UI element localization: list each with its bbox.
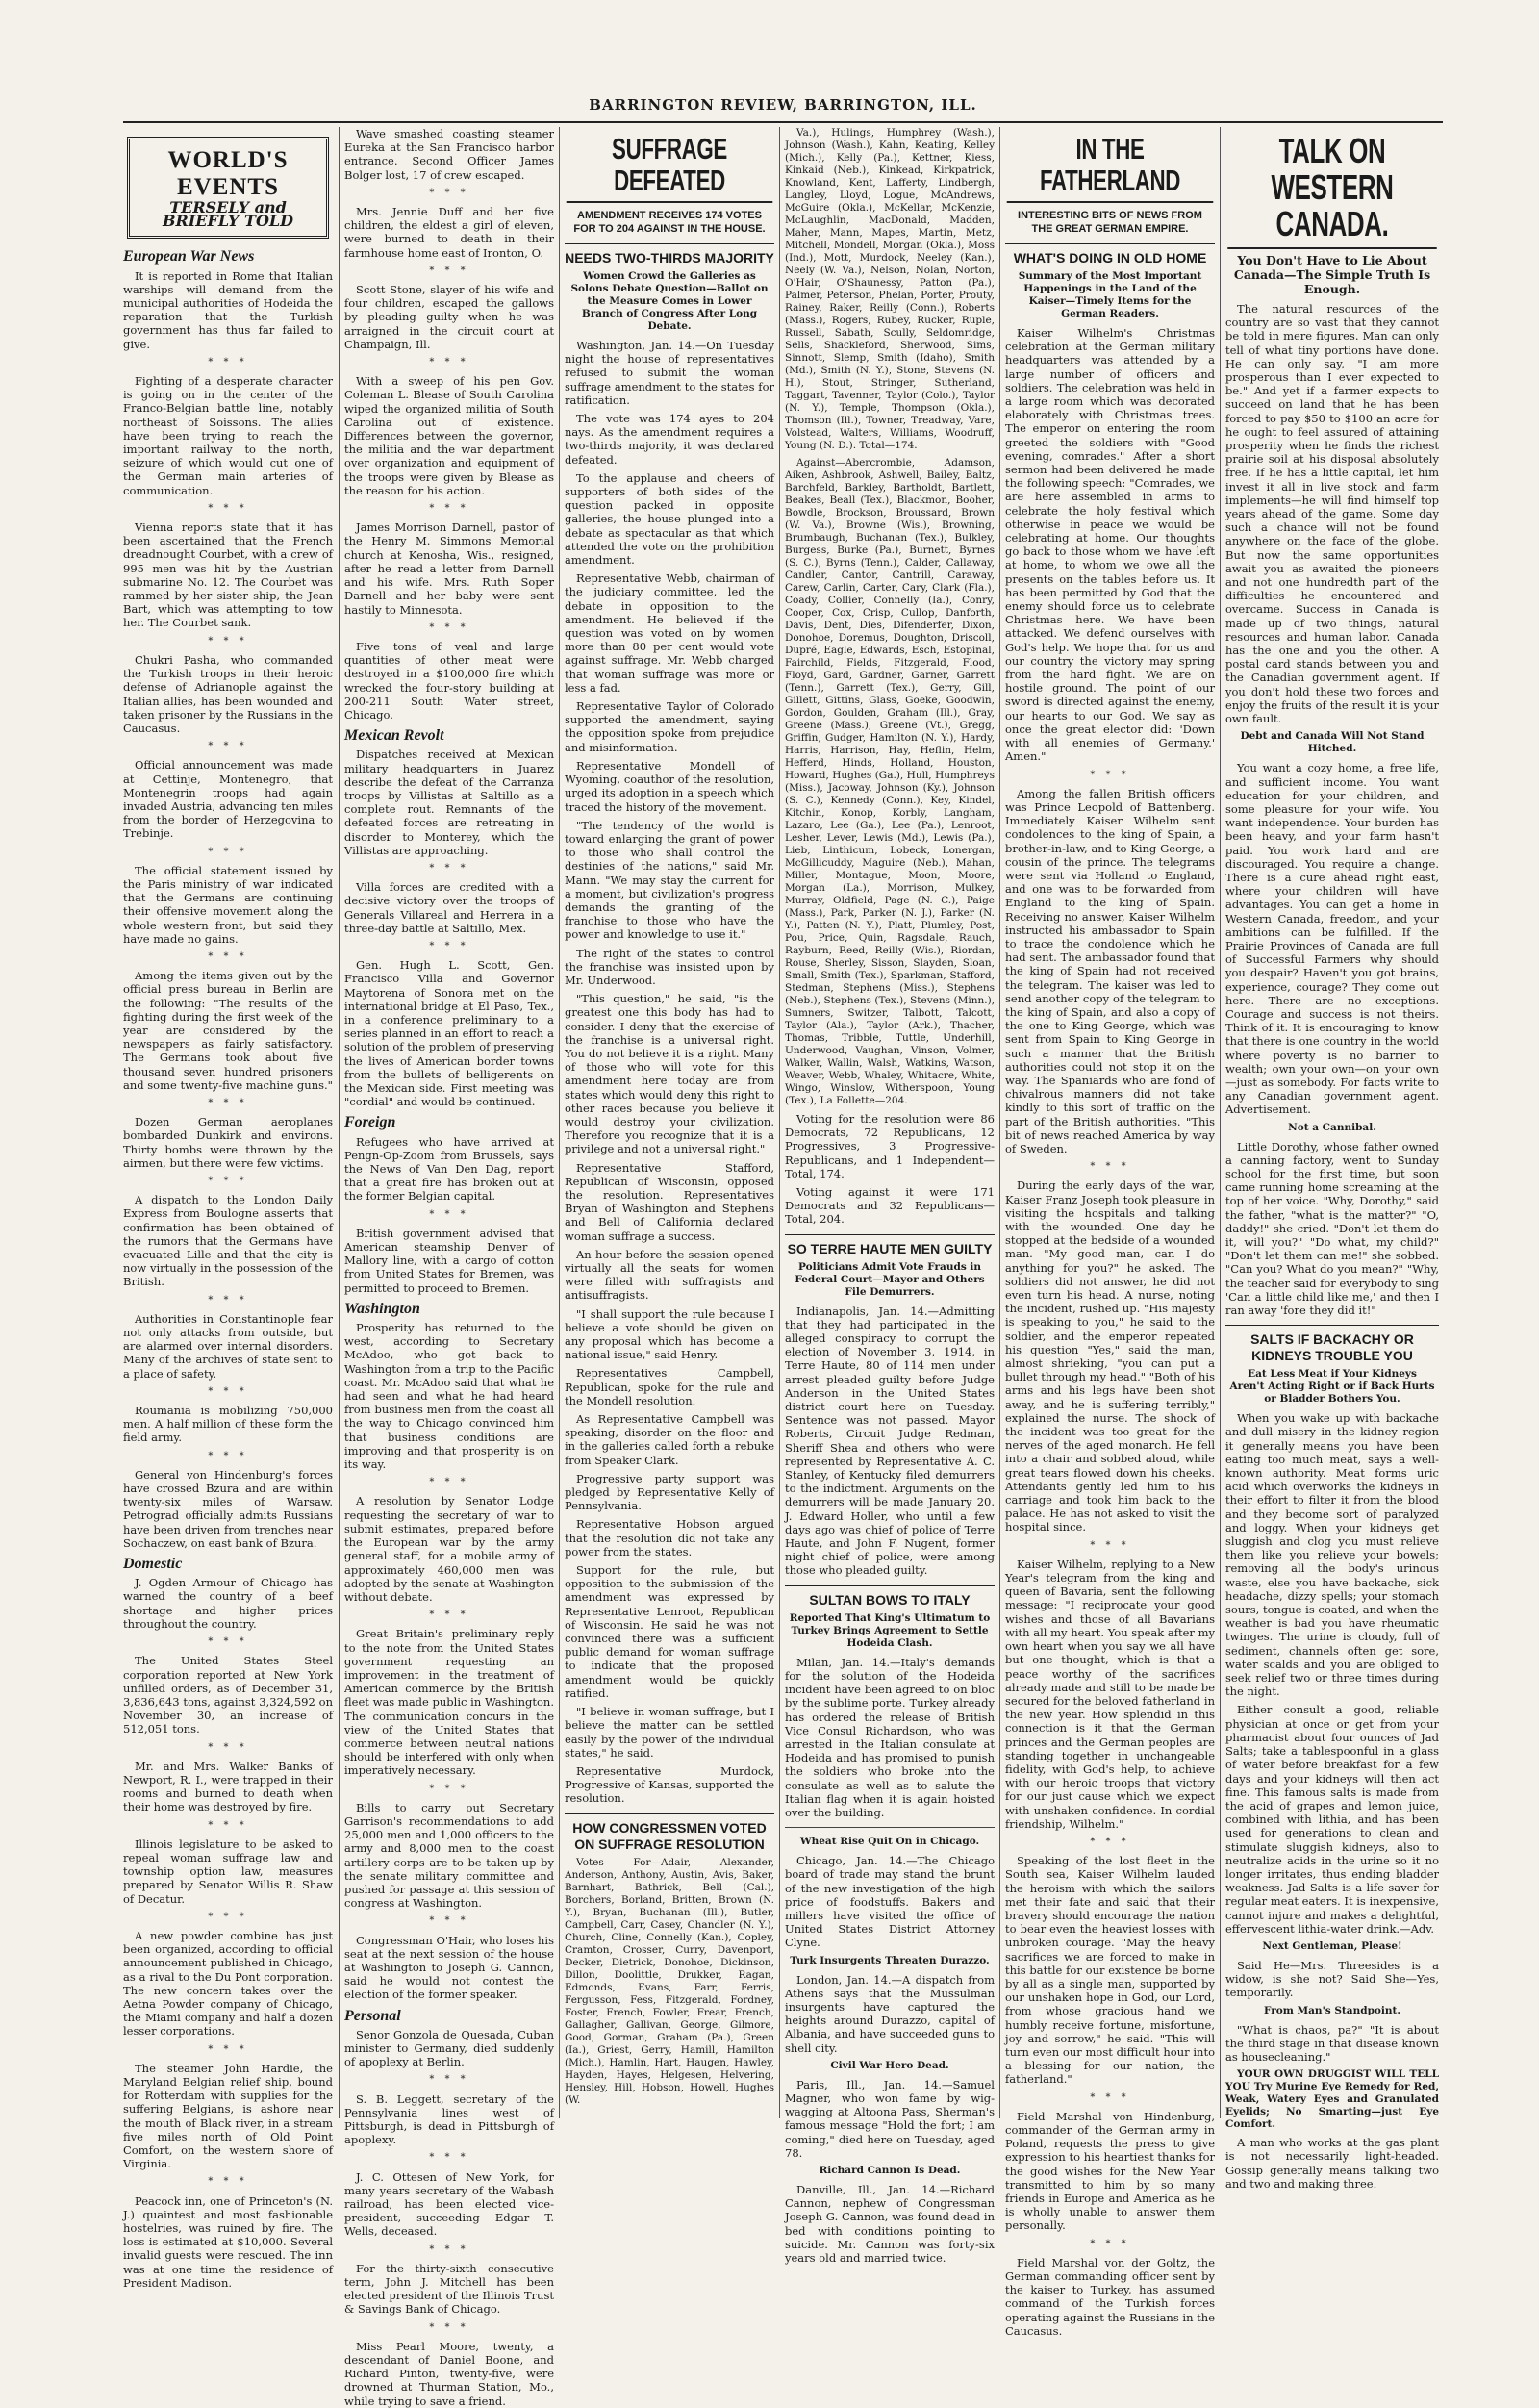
news-item: Senor Gonzola de Quesada, Cuban minister to Germany, died suddenly of apoplexy at Berlin. — [344, 2027, 554, 2069]
news-item: Chukri Pasha, who commanded the Turkish troops in their heroic defense of Adrianople against the Italian allies, has been wounded and taken prisoner by the Russians in the Caucasus. — [123, 652, 333, 735]
section-heading: Domestic — [123, 1556, 183, 1573]
article-paragraph: Representative Mondell of Wyoming, coauthor of the resolution, urged its adoption in a speech which traced the history of the movement. — [565, 758, 774, 814]
news-item: Bills to carry out Secretary Garrison's recommendations to add 25,000 men and 1,000 officers to the army and 8,000 men to the coast artillery corps are to be taken up by the senate military committee and pushed for passage at this session of congress at Washington. — [344, 1800, 554, 1911]
worlds-events-title-box — [127, 137, 329, 239]
news-item: Great Britain's preliminary reply to the note from the United States government requesting an improvement in the treatment of American commerce by the British fleet was made public in Washington. The communication concurs in the view of the United States that commerce between neutral nations should be interfered with only when imperatively necessary. — [344, 1627, 554, 1778]
article-paragraph: "I shall support the rule because I believe a vote should be given on any proposal which has become a national issue," said Henry. — [565, 1306, 774, 1362]
article-paragraph: An hour before the session opened virtually all the seats for women were filled with suffragists and antisuffragists. — [565, 1247, 774, 1303]
headline: SUFFRAGE DEFEATED — [567, 133, 773, 203]
sub-headline: SALTS IF BACKACHY OR KIDNEYS TROUBLE YOU — [1225, 1325, 1439, 1364]
sub-headline: HOW CONGRESSMEN VOTED ON SUFFRAGE RESOLUTION — [565, 1813, 774, 1853]
article-paragraph: The vote was 174 ayes to 204 nays. As the amendment requires a two-thirds majority, it was declared defeated. — [565, 412, 774, 467]
article-paragraph: Support for the rule, but opposition to the submission of the amendment was expressed by Representative Lenroot, Republican of Wisconsin. He said he was not convinced there was a sufficient public demand for woman suffrage to indicate that the proposed amendment would be quickly ratified. — [565, 1563, 774, 1700]
headline-deck: INTERESTING BITS OF NEWS FROM THE GREAT GERMAN EMPIRE. — [1018, 210, 1202, 235]
brief-item: London, Jan. 14.—A dispatch from Athens says that the Mussulman insurgents have captured the heights around Durazzo, capital of Albania, and have succeeded guns to shell city. — [785, 1972, 995, 2055]
article-paragraph: When you wake up with backache and dull misery in the kidney region it generally means you have been eating too much meat, says a well-known authority. Meat forms uric acid which overworks the kidneys in their effort to filter it from the blood and they become sort of paralyzed and loggy. When your kidneys get sluggish and clog you must relieve them like you relieve your bowels; removing all the body's urinous waste, else you have backache, sick headache, dizzy spells; your stomach sours, tongue is coated, and when the weather is bad you have rheumatic twinges. The urine is cloudy, full of sediment, channels often get sore, water scalds and you are obliged to seek relief two or three times during the night. — [1225, 1411, 1439, 1699]
news-item: Among the items given out by the official press bureau in Berlin are the following: "The results of the fighting during the first week of the year are considered by the newspapers as fairly satisfactory. The Germans took about five thousand seven hundred prisoners and some twenty-five machine guns." — [123, 969, 333, 1092]
article-paragraph: To the applause and cheers of supporters of both sides of the question packed in opposite galleries, the house plunged into a debate as spectacular as that which attended the vote on the prohibition amendment. — [565, 470, 774, 568]
article-paragraph: The right of the states to control the franchise was insisted upon by Mr. Underwood. — [565, 946, 774, 987]
brief-heading: Debt and Canada Will Not Stand Hitched. — [1240, 730, 1425, 755]
news-item: S. B. Leggett, secretary of the Pennsylvania lines west of Pittsburgh, is dead in Pittsburgh of apoplexy. — [344, 2091, 554, 2147]
news-item: Prosperity has returned to the west, according to Secretary McAdoo, who got back to Washington from a trip to the Pacific coast. Mr. McAdoo said that what he had seen and what he had heard from business men from the coast all the way to Chicago convinced him that business conditions are improving and that prosperity is on its way. — [344, 1321, 554, 1472]
article-paragraph: The natural resources of the country are so vast that they cannot be told in mere figures. Man can only tell of what tiny portions have done. He can only say, "I am more prosperous than I ever expected to be." And yet if a farmer expects to succeed on land that he has been forced to pay $50 to $100 an acre for he ought to feel assured of attaining prosperity when he finds the richest prairie soil at his disposal absolutely free. If he has a little capital, let him invest it all in live stock and farm implements—he will find himself top years ahead of the game. Some day such a chance will not be found anywhere on the face of the globe. But now the same opportunities await you as awaited the pioneers and not one hundredth part of the difficulties he encountered and overcame. Success in Canada is made up of two things, natural resources and human labor. Canada has the one and you the other. A postal card stands between you and the Canadian government agent. If you don't hold these two forces and enjoy the fruits of the result it is your own fault. — [1225, 302, 1439, 726]
section-heading: Mexican Revolt — [344, 727, 444, 745]
news-item: Gen. Hugh L. Scott, Gen. Francisco Villa and Governor Maytorena of Sonora met on the international bridge at El Paso, Tex., in a conference preliminary to a series planned in an effort to reach a solution of the problem of preserving the lives of American border towns from the bullets of belligerents on the Mexican side. First meeting was "cordial" and would be continued. — [344, 958, 554, 1109]
sub-deck: Reported That King's Ultimatum to Turkey Brings Agreement to Settle Hodeida Clash. — [789, 1611, 991, 1649]
column-1: WORLD'S EVENTS TERSELY and BRIEFLY TOLD European War News It is reported in Rome that Italian warships will demand from the municipal authorities of Hodeida the reparation that the Turkish government has thus far failed to give. * * * Fighting of a desperate character is going on in the center of the Franco-Belgian battle line, notably northeast of Soissons. The allies have been trying to reach the important railway to the north, seizure of which would cut one of the German main arteries of communication. * * * Vienna reports state that it has been ascertained that the French dreadnought Courbet, with a crew of 995 men was hit by the Austrian submarine No. 12. The Courbet was rammed by her sister ship, the Jean Bart, which was attempting to tow her. The Courbet sank. * * * Chukri Pasha, who commanded the Turkish troops in their heroic defense of Adrianople against the Italian allies, has been wounded and taken prisoner by the Russians in the Caucasus. * * * Official announcement was made at Cettinje, Montenegro, that Montenegrin troops had again invaded Austria, advancing ten miles from the border of Herzegovina to Trebinje. * * * The official statement issued by the Paris ministry of war indicated that the Germans are continuing their offensive movement along the whole western front, but said they have made no gains. * * * Among the items given out by the official press bureau in Berlin are the following: "The results of the fighting during the first week of the year are considered by the newspapers as fairly satisfactory. The Germans took about five thousand seven hundred prisoners and some twenty-five machine guns." * * * Dozen German aeroplanes bombarded Dunkirk and environs. Thirty bombs were thrown by the airmen, but there were few victims. * * * A dispatch to the London Daily Express from Boulogne asserts that confirmation has been obtained of the rumors that the Germans have evacuated Lille and that the city is now virtually in the possession of the British. * * * Authorities in Constantinople fear not only attacks from outside, but are alarmed over internal disorders. Many of the archives of state sent to a place of safety. * * * Roumania is mobilizing 750,000 men. A half million of these form the field army. * * * General von Hindenburg's forces have crossed Bzura and are within twenty-six miles of Warsaw. Petrograd officially admits Russians have been driven from trenches near Sochaczew, on east bank of Bzura. Domestic J. Ogden Armour of Chicago has warned the country of a beef shortage and higher prices throughout the country. * * * The United States Steel corporation reported at New York unfilled orders, as of December 31, 3,836,643 tons, against 3,324,592 on November 30, an increase of 512,051 tons. * * * Mr. and Mrs. Walker Banks of Newport, R. I., were trapped in their rooms and burned to death when their home was destroyed by fire. * * * Illinois legislature to be asked to repeal woman suffrage law and township option law, measures prepared by Senator Willis R. Shaw of Decatur. * * * A new powder combine has just been organized, according to official announcement published in Chicago, as a rival to the Du Pont corporation. The new concern takes over the Aetna Powder company of Chicago, the Miami company and half a dozen lesser corporations. * * * The steamer John Hardie, the Maryland Belgian relief ship, bound for Rotterdam with supplies for the suffering Belgians, is ashore near the mouth of Black river, in a stream five miles north of Old Point Comfort, on the western shore of Virginia. * * * Peacock inn, one of Princeton's (N. J.) quaintest and most fashionable hostelries, was ruined by fire. The loss is estimated at $10,000. Several invalid guests were rescued. The inn was at one time the residence of President Madison. — [123, 127, 333, 2118]
column-separator — [1220, 127, 1221, 2118]
news-item: J. C. Ottesen of New York, for many years secretary of the Wabash railroad, has been elected vice-president, succeeding Edgar T. Wells, deceased. — [344, 2169, 554, 2239]
advertisement: YOUR OWN DRUGGIST WILL TELL YOU Try Murine Eye Remedy for Red, Weak, Watery Eyes and Granulated Eyelids; No Smarting—just Eye Comfort. — [1225, 2068, 1439, 2131]
news-item: Roumania is mobilizing 750,000 men. A half million of these form the field army. — [123, 1404, 333, 1445]
brief-item: Chicago, Jan. 14.—The Chicago board of trade may stand the brunt of the new investigation of the high price of foodstuffs. Bakers and millers have visited the office of United States District Attorney Clyne. — [785, 1854, 995, 1950]
column-separator — [559, 127, 560, 2118]
news-item: A new powder combine has just been organized, according to official announcement published in Chicago, as a rival to the Du Pont corporation. The new concern takes over the Aetna Powder company of Chicago, the Miami company and half a dozen lesser corporations. — [123, 1928, 333, 2039]
article-paragraph: Va.), Hulings, Humphrey (Wash.), Johnson (Wash.), Kahn, Keating, Kelley (Mich.), Kelly (Pa.), Kettner, Kiess, Kinkaid (Neb.), Kinkead, Kirkpatrick, Knowland, Kent, Lafferty, Lindbergh, Langley, Lloyd, Logue, McAndrews, McGuire (Okla.), McKellar, McKenzie, McLaughlin, MacDonald, Madden, Maher, Mann, Mapes, Martin, Metz, Mitchell, Mondell, Morgan (Okla.), Moss (Ind.), Mott, Murdock, Neeley (Kan.), Neely (W. Va.), Nelson, Nolan, Norton, O'Hair, O'Shaunessy, Patton (Pa.), Palmer, Peterson, Phelan, Porter, Prouty, Rainey, Raker, Reilly (Conn.), Roberts (Mass.), Rogers, Rubey, Rucker, Ruple, Russell, Sabath, Scully, Seldomridge, Sells, Shackleford, Sherwood, Sims, Sinnott, Slemp, Smith (Idaho), Smith (Md.), Smith (N. Y.), Stone, Stevens (N. H.), Stout, Stringer, Sutherland, Taggart, Tavenner, Taylor (Colo.), Taylor (N. Y.), Temple, Thompson (Okla.), Thomson (Ill.), Towner, Treadway, Vare, Volstead, Walters, Williams, Woodruff, Young (N. D.). Total—174. — [785, 127, 995, 451]
article-paragraph: Speaking of the lost fleet in the South sea, Kaiser Wilhelm lauded the heroism with which the sailors met their fate and said that their bravery should encourage the nation to bear even the heaviest losses with unbroken courage. "May the heavy sacrifices we are forced to make in this battle for our existence be borne by all as a single man, supported by our unshaken hope in God, our Lord, from whose gracious hand we humbly receive fortune, misfortune, joy and sorrow," he said. "This will turn even our most difficult hour into a blessing for our nation, the fatherland." — [1005, 1854, 1215, 2087]
article-paragraph: Representative Murdock, Progressive of Kansas, supported the resolution. — [565, 1763, 774, 1806]
article-paragraph: As Representative Campbell was speaking, disorder on the floor and in the galleries called forth a rebuke from Speaker Clark. — [565, 1412, 774, 1467]
article-paragraph: Milan, Jan. 14.—Italy's demands for the solution of the Hodeida incident have been agreed to on bloc by the sublime porte. Turkey already has ordered the release of British Vice Consul Richardson, who was arrested in the Italian consulate at Hodeida and has promised to punish the soldiers who broke into the consulate as well as to salute the Italian flag when it is again hoisted over the building. — [785, 1655, 995, 1819]
box-line: TERSELY and — [169, 198, 287, 216]
article-paragraph: Among the fallen British officers was Prince Leopold of Battenberg. Immediately Kaiser Wilhelm sent condolences to the king of Spain, a brother-in-law, and to King George, a cousin of the prince. The telegrams were sent via Holland to England, and one was to be forwarded from England to the king of Spain. Receiving no answer, Kaiser Wilhelm instructed his ambassador to Spain to trace the condolence which he had sent. The ambassador found that the king of Spain had not received the telegram. The kaiser was led to send another copy of the telegram to the king of Spain, and also a copy of the one to King George, which was sent from Spain to King George in such a manner that the British authorities could not stop it on the way. The Spaniards who are fond of chivalrous manners did not take kindly to this sort of traffic on the part of the British authorities. "This bit of news reached America by way of Sweden. — [1005, 786, 1215, 1155]
sub-deck: Politicians Admit Vote Frauds in Federal Court—Mayor and Others File Demurrers. — [795, 1260, 985, 1298]
headline-deck: AMENDMENT RECEIVES 174 VOTES FOR TO 204 AGAINST IN THE HOUSE. — [573, 210, 766, 235]
news-item: Five tons of veal and large quantities of other meat were destroyed in a $100,000 fire which wrecked the four-story building at 200-211 South Water street, Chicago. — [344, 639, 554, 722]
column-6 — [1225, 127, 1439, 2191]
brief-item: Said He—Mrs. Threesides is a widow, is she not? Said She—Yes, temporarily. — [1225, 1958, 1439, 2000]
news-item: Authorities in Constantinople fear not only attacks from outside, but are alarmed over internal disorders. Many of the archives of state sent to a place of safety. — [123, 1311, 333, 1381]
brief-heading: Wheat Rise Quit On in Chicago. — [799, 1836, 980, 1848]
headline: IN THE FATHERLAND — [1007, 133, 1214, 203]
column-4 — [785, 127, 995, 2265]
news-item: Scott Stone, slayer of his wife and four children, escaped the gallows by pleading guilty when he was arraigned in the circuit court at Champaign, Ill. — [344, 283, 554, 351]
news-item: Peacock inn, one of Princeton's (N. J.) quaintest and most fashionable hostelries, was ruined by fire. The loss is estimated at $10,000. Several invalid guests were rescued. The inn was at one time the residence of President Madison. — [123, 2193, 333, 2290]
news-item: Congressman O'Hair, who loses his seat at the next session of the house at Washington to Joseph G. Cannon, said he would not contest the election of the former speaker. — [344, 1933, 554, 2002]
section-heading: Personal — [344, 2007, 401, 2024]
news-item: A dispatch to the London Daily Express from Boulogne asserts that confirmation has been obtained of the rumors that the Germans have evacuated Lille and that the city is now virtually in the possession of the British. — [123, 1193, 333, 1289]
box-line: EVENTS — [176, 174, 280, 200]
brief-heading: Richard Cannon Is Dead. — [819, 2164, 961, 2176]
news-item: Fighting of a desperate character is going on in the center of the Franco-Belgian battle line, notably northeast of Soissons. The allies have been trying to reach the important railway to the north, seizure of which would cut one of the German main arteries of communication. — [123, 374, 333, 497]
article-paragraph: During the early days of the war, Kaiser Franz Joseph took pleasure in visiting the hospitals and talking with the wounded. One day he stopped at the bedside of a wounded man. "My good man, can I do anything for you?" he asked. The soldiers did not answer, he did not even turn his head. A nurse, noting the incident, rushed up. "His majesty is speaking to you," he said to the soldier, and the emperor repeated his question "Yes," said the man, almost shrieking, "you can put a bullet through my head." "Both of his arms and his legs have been shot away, and he is suffering terribly," explained the nurse. The shock of the incident was too great for the nerves of the aged monarch. He fell into a chair and sobbed aloud, while great tears flowed down his cheeks. Attendants gently led him to his carriage and took him back to the palace. He has not asked to visit the hospital since. — [1005, 1179, 1215, 1534]
brief-heading: Not a Cannibal. — [1288, 1121, 1376, 1133]
article-paragraph: "I believe in woman suffrage, but I believe the matter can be settled easily by the power of the individual states," he said. — [565, 1705, 774, 1760]
brief-item: "What is chaos, pa?" "It is about the third stage in that disease known as housecleaning." — [1225, 2022, 1439, 2064]
news-item: Mrs. Jennie Duff and her five children, the eldest a girl of eleven, were burned to death in their farmhouse home east of Ironton, O. — [344, 205, 554, 260]
news-item: Illinois legislature to be asked to repeal woman suffrage law and township option law, measures prepared by Senator Willis R. Shaw of Decatur. — [123, 1837, 333, 1906]
news-item: The official statement issued by the Paris ministry of war indicated that the Germans are continuing their offensive movement along the whole western front, but said they have made no gains. — [123, 863, 333, 946]
news-item: J. Ogden Armour of Chicago has warned the country of a beef shortage and higher prices throughout the country. — [123, 1576, 333, 1631]
brief-heading: Turk Insurgents Threaten Durazzo. — [790, 1954, 990, 1966]
brief-item: Danville, Ill., Jan. 14.—Richard Cannon, nephew of Congressman Joseph G. Cannon, was found dead in bed with conditions pointing to suicide. Mr. Cannon was forty-six years old and married twice. — [785, 2182, 995, 2265]
news-item: It is reported in Rome that Italian warships will demand from the municipal authorities of Hodeida the reparation that the Turkish government has thus far failed to give. — [123, 268, 333, 351]
newspaper-page — [123, 83, 1443, 2408]
article-paragraph: You want a cozy home, a free life, and sufficient income. You want education for your children, and some pleasure for your wife. You want independence. Your burden has been heavy, and your farm hasn't paid. You work hard and are discouraged. You require a change. There is a cure ahead right east, where your children will have advantages. You can get a home in Western Canada, freedom, and your ambitions can be fulfilled. If the Prairie Provinces of Canada are full of Successful Farmers why should you despair? Haven't you got brains, experience, courage? They come out here. There are no exceptions. Courage and success is not theirs. Think of it. It is encouraging to know that there is one country in the world where poverty is no barrier to wealth; own your own—on your own—just as somebody. For facts write to any Canadian government agent. Advertisement. — [1225, 761, 1439, 1117]
article-paragraph: Field Marshal von Hindenburg, commander of the German army in Poland, requests the press to give expression to his heartiest thanks for the good wishes for the New Year transmitted to him by so many friends in Europe and America as he is wholly unable to answer them personally. — [1005, 2109, 1215, 2233]
article-paragraph: Representatives Campbell, Republican, spoke for the rule and the Mondell resolution. — [565, 1366, 774, 1407]
sub-deck: Women Crowd the Galleries as Solons Debate Question—Ballot on the Measure Comes in Lower Branch of Congress After Long Debate. — [570, 270, 769, 332]
article-paragraph: Progressive party support was pledged by Representative Kelly of Pennsylvania. — [565, 1471, 774, 1513]
column-2: Wave smashed coasting steamer Eureka at the San Francisco harbor entrance. Second Officer James Bolger lost, 17 of crew escaped. * * * Mrs. Jennie Duff and her five children, the eldest a girl of eleven, were burned to death in their farmhouse home east of Ironton, O. * * * Scott Stone, slayer of his wife and four children, escaped the gallows by pleading guilty when he was arraigned in the circuit court at Champaign, Ill. * * * With a sweep of his pen Gov. Coleman L. Blease of South Carolina wiped the organized militia of South Carolina out of existence. Differences between the governor, the militia and the war department over organization and equipment of the troops were given by Blease as the reason for his action. * * * James Morrison Darnell, pastor of the Henry M. Simmons Memorial church at Kenosha, Wis., resigned, after he read a letter from Darnell and his wife. Mrs. Ruth Soper Darnell and her baby were sent hastily to Minnesota. * * * Five tons of veal and large quantities of other meat were destroyed in a $100,000 fire which wrecked the four-story building at 200-211 South Water street, Chicago. Mexican Revolt Dispatches received at Mexican military headquarters in Juarez describe the defeat of the Carranza troops by Villistas at Saltillo as a complete rout. Remnants of the defeated forces are retreating in disorder to Monterey, which the Villistas are approaching. * * * Villa forces are credited with a decisive victory over the troops of Generals Villareal and Herrera in a three-day battle at Saltillo, Mex. * * * Gen. Hugh L. Scott, Gen. Francisco Villa and Governor Maytorena of Sonora met on the international bridge at El Paso, Tex., in a conference preliminary to a series planned in an effort to reach a solution of the problem of preserving the lives of American border towns from the bullets of belligerents on the Mexican side. First meeting was "cordial" and would be continued. Foreign Refugees who have arrived at Pengn-Op-Zoom from Brussels, says the News of Van Den Dag, report that a great fire has broken out at the former Belgian capital. * * * British government advised that American steamship Denver of Mallory line, with a cargo of cotton from United States for Bremen, was permitted to proceed to Bremen. Washington Prosperity has returned to the west, according to Secretary McAdoo, who got back to Washington from a trip to the Pacific coast. Mr. McAdoo said that what he had seen and what he had heard from business men from the coast all the way to Chicago convinced him that business conditions are improving and that prosperity is on its way. * * * A resolution by Senator Lodge requesting the secretary of war to submit estimates, prepared before the European war by the army general staff, for a mobile army of approximately 460,000 men was adopted by the senate at Washington without debate. * * * Great Britain's preliminary reply to the note from the United States government requesting an improvement in the treatment of American commerce by the British fleet was made public in Washington. The communication concurs in the view of the United States that commerce between neutral nations should be interfered with only when imperatively necessary. * * * Bills to carry out Secretary Garrison's recommendations to add 25,000 men and 1,000 officers to the army and 8,000 men to the coast artillery corps are to be taken up by the senate military committee and pushed for passage at this session of congress at Washington. * * * Congressman O'Hair, who loses his seat at the next session of the house at Washington to Joseph G. Cannon, said he would not contest the election of the former speaker. Personal Senor Gonzola de Quesada, Cuban minister to Germany, died suddenly of apoplexy at Berlin. * * * S. B. Leggett, secretary of the Pennsylvania lines west of Pittsburgh, is dead in Pittsburgh of apoplexy. * * * J. C. Ottesen of New York, for many years secretary of the Wabash railroad, has been elected vice-president, succeeding Edgar T. Wells, deceased. * * * For the thirty-sixth consecutive term, John J. Mitchell has been elected president of the Illinois Trust & Savings Bank of Chicago. * * * Miss Pearl Moore, twenty, a descendant of Daniel Boone, and Richard Pinton, twenty-five, were drowned at Thurman Station, Mo., while trying to save a friend. — [344, 127, 554, 2408]
sub-headline: NEEDS TWO-THIRDS MAJORITY — [565, 243, 774, 266]
news-item: Refugees who have arrived at Pengn-Op-Zoom from Brussels, says the News of Van Den Dag, report that a great fire has broken out at the former Belgian capital. — [344, 1134, 554, 1204]
section-heading: Washington — [344, 1300, 420, 1317]
news-item: With a sweep of his pen Gov. Coleman L. Blease of South Carolina wiped the organized militia of South Carolina out of existence. Differences between the governor, the militia and the war department over organization and equipment of the troops were given by Blease as the reason for his action. — [344, 374, 554, 497]
masthead-rule — [123, 121, 1443, 123]
article-paragraph: Indianapolis, Jan. 14.—Admitting that they had participated in the alleged conspiracy to corrupt the election of November 3, 1914, in Terre Haute, 80 of 114 men under arrest pleaded guilty before Judge Anderson in the United States district court here on Tuesday. Sentence was not passed. Mayor Roberts, Circuit Judge Redman, Sheriff Shea and others who were represented by Representative A. C. Stanley, of Kentucky filed demurrers to the indictment. Arguments on the demurrers will be made January 20. J. Edward Holler, who until a few days ago was chief of police of Terre Haute, and John F. Nugent, former night chief of police, were among those who pleaded guilty. — [785, 1304, 995, 1578]
news-item: Dozen German aeroplanes bombarded Dunkirk and environs. Thirty bombs were thrown by the airmen, but there were few victims. — [123, 1115, 333, 1170]
sub-headline: WHAT'S DOING IN OLD HOME — [1005, 243, 1215, 266]
article-paragraph: Voting against it were 171 Democrats and 32 Republicans—Total, 204. — [785, 1185, 995, 1227]
column-5: IN THE FATHERLAND INTERESTING BITS OF NEWS FROM THE GREAT GERMAN EMPIRE. WHAT'S DOING IN OLD HOME Summary of the Most Important Happenings in the Land of the Kaiser—Timely Items for the German Readers. Kaiser Wilhelm's Christmas celebration at the German military headquarters was attended by a large number of officers and soldiers. The celebration was held in a large room which was decorated elaborately with Christmas trees. The emperor on entering the room greeted the soldiers with "Good evening, comrades." After a short sermon had been delivered he made the following speech: "Comrades, we are here assembled in arms to celebrate the holy festival which otherwise in peace we would be celebrating at home. Our thoughts go back to those whom we have left at home, to whom we owe all the presents on the tables before us. It has been permitted by God that the enemy should force us to celebrate Christmas here. We have been attacked. We defend ourselves with God's help. We hope that for us and our country the victory may spring from the hard fight. We are on hostile ground. The point of our sword is directed against the enemy, our hearts to our God. We say as once the great elector did: 'Down with all enemies of Germany.' Amen." * * * Among the fallen British officers was Prince Leopold of Battenberg. Immediately Kaiser Wilhelm sent condolences to the king of Spain, a brother-in-law, and to King George, a cousin of the prince. The telegrams were sent via Holland to England, and one was to be forwarded from England to the king of Spain. Receiving no answer, Kaiser Wilhelm instructed his ambassador to Spain to trace the condolence which he had sent. The ambassador found that the king of Spain had not received the telegram. The kaiser was led to send another copy of the telegram to the king of Spain, and also a copy of the one to King George, which was sent from Spain to King George in such a manner that the British authorities could not stop it on the way. The Spaniards who are fond of chivalrous manners did not take kindly to this sort of traffic on the part of the British authorities. "This bit of news reached America by way of Sweden. * * * During the early days of the war, Kaiser Franz Joseph took pleasure in visiting the hospitals and talking with the wounded. One day he stopped at the bedside of a wounded man. "My good man, can I do anything for you?" he asked. The soldiers did not answer, he did not even turn his head. A nurse, noting the incident, rushed up. "His majesty is speaking to you," he said to the soldier, and the emperor repeated his question "Yes," said the man, almost shrieking, "you can put a bullet through my head." "Both of his arms and his legs have been shot away, and he is suffering terribly," explained the nurse. The shock of the incident was too great for the nerves of the aged monarch. He fell into a chair and sobbed aloud, while great tears flowed down his cheeks. Attendants gently led him to his carriage and took him back to the palace. He has not asked to visit the hospital since. * * * Kaiser Wilhelm, replying to a New Year's telegram from the king and queen of Bavaria, sent the following message: "I reciprocate your good wishes and those of all Bavarians with all my heart. You speak after my own heart when you say we all have but one thought, which is that a peace worthy of the sacrifices already made and still to be made be secured for the beloved fatherland in the new year. How splendid in this connection is it that the German princes and the German peoples are standing together in unchangeable fidelity, with God's help, to achieve with our heroic troops that victory for our just cause which we expect with unshaken confidence. In cordial friendship, Wilhelm." * * * Speaking of the lost fleet in the South sea, Kaiser Wilhelm lauded the heroism with which the sailors met their fate and said that their bravery should encourage the nation to bear even the heaviest losses with unbroken courage. "May the heavy sacrifices we are forced to make in this battle for our existence be borne by all as a single man, supported by our unshaken hope in God, our Lord, from whose gracious hand we humbly receive fortune, misfortune, joy and sorrow," he said. "This will turn even our most difficult hour into a blessing for our nation, the fatherland." * * * Field Marshal von Hindenburg, commander of the German army in Poland, requests the press to give expression to his heartiest thanks for the good wishes for the New Year transmitted to him by so many friends in Europe and America as he is wholly unable to answer them personally. * * * Field Marshal von der Goltz, the German commanding officer sent by the kaiser to Turkey, has assumed command of the Turkish forces operating against the Russians in the Caucasus. — [1005, 132, 1215, 2338]
news-item: Villa forces are credited with a decisive victory over the troops of Generals Villareal and Herrera in a three-day battle at Saltillo, Mex. — [344, 880, 554, 935]
article-paragraph: Against—Abercrombie, Adamson, Aiken, Ashbrook, Ashwell, Bailey, Baltz, Barchfeld, Barkley, Bartholdt, Bartlett, Beakes, Beall (Tex.), Blackmon, Booher, Bowdle, Brockson, Broussard, Brown (W. Va.), Browne (Wis.), Browning, Brumbaugh, Buchanan (Tex.), Bulkley, Burgess, Burke (Pa.), Burnett, Byrnes (S. C.), Byrns (Tenn.), Calder, Callaway, Candler, Cantor, Cantrill, Caraway, Carew, Carlin, Carter, Cary, Clark (Fla.), Coady, Collier, Connelly (Ia.), Conry, Cooper, Cox, Crisp, Cullop, Danforth, Davis, Dent, Dies, Difenderfer, Dixon, Donohoe, Doremus, Doughton, Driscoll, Dupré, Eagle, Edwards, Esch, Estopinal, Fairchild, Fields, Fitzgerald, Flood, Floyd, Gard, Gardner, Garner, Garrett (Tenn.), Garrett (Tex.), Gerry, Gill, Gillett, Gittins, Glass, Goeke, Goodwin, Gordon, Goulden, Graham (Ill.), Gray, Greene (Mass.), Greene (Vt.), Gregg, Griffin, Gudger, Hamilton (N. Y.), Hardy, Harris, Harrison, Hay, Heflin, Helm, Hefferd, Hinds, Holland, Houston, Howard, Hughes (Ga.), Hull, Humphreys (Miss.), Jacoway, Johnson (Ky.), Johnson (S. C.), Kennedy (Conn.), Key, Kindel, Kitchin, Konop, Korbly, Langham, Lazaro, Lee (Ga.), Lee (Pa.), Lenroot, Lesher, Lever, Lewis (Md.), Lewis (Pa.), Lieb, Linthicum, Lobeck, Lonergan, McGillicuddy, Maguire (Neb.), Mahan, Miller, Montague, Moon, Moore, Morgan (La.), Morrison, Mulkey, Murray, Oldfield, Page (N. C.), Paige (Mass.), Park, Parker (N. J.), Parker (N. Y.), Patten (N. Y.), Platt, Plumley, Post, Pou, Price, Quin, Ragsdale, Rauch, Rayburn, Reed, Reilly (Wis.), Riordan, Rouse, Sherley, Sisson, Slayden, Sloan, Small, Smith (Tex.), Sparkman, Stafford, Stedman, Stephens (Miss.), Stephens (Neb.), Stephens (Tex.), Stevens (Minn.), Sumners, Switzer, Talbott, Talcott, Taylor (Ala.), Taylor (Ark.), Thacher, Thomas, Tribble, Tuttle, Underhill, Underwood, Vaughan, Vinson, Volmer, Walker, Wallin, Walsh, Watkins, Watson, Weaver, Webb, Whaley, Whitacre, White, Wingo, Winslow, Witherspoon, Young (Tex.), La Follette—204. — [785, 457, 995, 1106]
news-item: The steamer John Hardie, the Maryland Belgian relief ship, bound for Rotterdam with supplies for the suffering Belgians, is ashore near the mouth of Black river, in a stream five miles north of Old Point Comfort, on the western shore of Virginia. — [123, 2061, 333, 2171]
news-item: General von Hindenburg's forces have crossed Bzura and are within twenty-six miles of Warsaw. Petrograd officially admits Russians have been driven from trenches near Sochaczew, on east bank of Bzura. — [123, 1467, 333, 1550]
sub-deck: Eat Less Meat if Your Kidneys Aren't Acting Right or if Back Hurts or Bladder Bothers You. — [1229, 1368, 1435, 1406]
article-paragraph: "The tendency of the world is toward enlarging the grant of power to those who shall control the destinies of the nations," said Mr. Mann. "We may stay the current for a moment, but civilization's progress demands the granting of the franchise to those who have the power and knowledge to use it." — [565, 818, 774, 942]
column-separator — [779, 127, 780, 2118]
news-item: James Morrison Darnell, pastor of the Henry M. Simmons Memorial church at Kenosha, Wis., resigned, after he read a letter from Darnell and his wife. Mrs. Ruth Soper Darnell and her baby were sent hastily to Minnesota. — [344, 520, 554, 617]
news-item: Vienna reports state that it has been ascertained that the French dreadnought Courbet, with a crew of 995 men was hit by the Austrian submarine No. 12. The Courbet was rammed by her sister ship, the Jean Bart, which was attempting to tow her. The Courbet sank. — [123, 520, 333, 630]
sub-headline: SULTAN BOWS TO ITALY — [785, 1585, 995, 1609]
article-paragraph: Representative Webb, chairman of the judiciary committee, led the debate in opposition to the amendment. He believed if the question was voted on by women more than 80 per cent would vote against suffrage. Mr. Webb charged that woman suffrage was more or less a fad. — [565, 571, 774, 695]
section-heading: European War News — [123, 248, 255, 266]
article-paragraph: Voting for the resolution were 86 Democrats, 72 Republicans, 12 Progressives, 3 Progressive-Republicans, and 1 Independent—Total, 174. — [785, 1112, 995, 1180]
column-separator — [999, 127, 1000, 2118]
box-line: BRIEFLY TOLD — [162, 212, 294, 231]
brief-item: Paris, Ill., Jan. 14.—Samuel Magner, who won fame by wig-wagging at Altoona Pass, Sherman's famous message "Hold the fort; I am coming," died here on Tuesday, aged 78. — [785, 2077, 995, 2160]
article-paragraph: "This question," he said, "is the greatest one this body has had to consider. I deny that the exercise of the franchise is a universal right. You do not believe it is a right. Many of those who will vote for this amendment here today are from states which would deny this right to other races because you believe it would destroy your civilization. Therefore you recognize that it is a privilege and not a universal right." — [565, 992, 774, 1156]
brief-heading: Civil War Hero Dead. — [830, 2059, 949, 2071]
article-paragraph: Little Dorothy, whose father owned a canning factory, went to Sunday school for the first time, but soon came running home screaming at the top of her voice. "Why, Dorothy," said the father, "what is the matter?" "O, daddy!" she cried. "Don't let them do it, will you?" "Do what, my child?" "Don't let them can me!" she sobbed. "Can you? What do you mean?" "Why, the teacher said for everybody to sing 'Can a little child like me,' and then I ran away 'fore they did it!" — [1225, 1139, 1439, 1318]
brief-item: A man who works at the gas plant is not necessarily light-headed. Gossip generally means talking two and two and making three. — [1225, 2136, 1439, 2191]
news-item: Dispatches received at Mexican military headquarters in Juarez describe the defeat of the Carranza troops by Villistas at Saltillo as a complete rout. Remnants of the defeated forces are retreating in disorder to Monterey, which the Villistas are approaching. — [344, 748, 554, 857]
sub-headline: SO TERRE HAUTE MEN GUILTY — [785, 1234, 995, 1257]
article-paragraph: Representative Taylor of Colorado supported the amendment, saying the opposition spoke from prejudice and misinformation. — [565, 699, 774, 754]
news-item: For the thirty-sixth consecutive term, John J. Mitchell has been elected president of the Illinois Trust & Savings Bank of Chicago. — [344, 2261, 554, 2317]
news-item: The United States Steel corporation reported at New York unfilled orders, as of December 31, 3,836,643 tons, against 3,324,592 on November 30, an increase of 512,051 tons. — [123, 1654, 333, 1736]
sub-deck: Summary of the Most Important Happenings in the Land of the Kaiser—Timely Items for the German Readers. — [1018, 270, 1202, 319]
article-paragraph: Either consult a good, reliable physician at once or get from your pharmacist about four ounces of Jad Salts; take a tablespoonful in a glass of water before breakfast for a few days and your kidneys will then act fine. This famous salts is made from the acid of grapes and lemon juice, combined with lithia, and has been used for generations to clean and stimulate sluggish kidneys, also to neutralize acids in the urine so it no longer irritates, thus ending bladder weakness. Jad Salts is a life saver for regular meat eaters. It is inexpensive, cannot injure and makes a delightful, effervescent lithia-water drink.—Adv. — [1225, 1703, 1439, 1936]
news-item: A resolution by Senator Lodge requesting the secretary of war to submit estimates, prepared before the European war by the army general staff, for a mobile army of approximately 460,000 men was adopted by the senate at Washington without debate. — [344, 1494, 554, 1604]
article-paragraph: Field Marshal von der Goltz, the German commanding officer sent by the kaiser to Turkey, has assumed command of the Turkish forces operating against the Russians in the Caucasus. — [1005, 2255, 1215, 2338]
brief-heading: Next Gentleman, Please! — [1262, 1939, 1402, 1952]
article-paragraph: Kaiser Wilhelm's Christmas celebration at the German military headquarters was attended by a large number of officers and soldiers. The celebration was held in a large room which was decorated elaborately with Christmas trees. The emperor on entering the room greeted the soldiers with "Good evening, comrades." After a short sermon had been delivered he made the following speech: "Comrades, we are here assembled in arms to celebrate the holy festival which otherwise in peace we would be celebrating at home. Our thoughts go back to those whom we have left at home, to whom we owe all the presents on the tables before us. It has been permitted by God that the enemy should force us to celebrate Christmas here. We have been attacked. We defend ourselves with God's help. We hope that for us and our country the victory may spring from the hard fight. We are on hostile ground. The point of our sword is directed against the enemy, our hearts to our God. We say as once the great elector did: 'Down with all enemies of Germany.' Amen." — [1005, 326, 1215, 764]
article-paragraph: Kaiser Wilhelm, replying to a New Year's telegram from the king and queen of Bavaria, sent the following message: "I reciprocate your good wishes and those of all Bavarians with all my heart. You speak after my own heart when you say we all have but one thought, which is that a peace worthy of the sacrifices already made and still to be made be secured for the beloved fatherland in the new year. How splendid in this connection is it that the German princes and the German peoples are standing together in unchangeable fidelity, with God's help, to achieve with our heroic troops that victory for our just cause which we expect with unshaken confidence. In cordial friendship, Wilhelm." — [1005, 1557, 1215, 1831]
article-paragraph: Washington, Jan. 14.—On Tuesday night the house of representatives refused to submit the woman suffrage amendment to the states for ratification. — [565, 339, 774, 407]
news-item: Official announcement was made at Cettinje, Montenegro, that Montenegrin troops had again invaded Austria, advancing ten miles from the border of Herzegovina to Trebinje. — [123, 758, 333, 841]
headline: TALK ON WESTERN CANADA. — [1227, 133, 1436, 249]
masthead: BARRINGTON REVIEW, BARRINGTON, ILL. — [589, 96, 977, 114]
news-item: Wave smashed coasting steamer Eureka at the San Francisco harbor entrance. Second Officer James Bolger lost, 17 of crew escaped. — [344, 127, 554, 182]
sub-deck: You Don't Have to Lie About Canada—The Simple Truth Is Enough. — [1233, 253, 1431, 296]
column-3 — [565, 127, 774, 2118]
column-separator — [339, 127, 340, 2118]
article-paragraph: Votes For—Adair, Alexander, Anderson, Anthony, Austin, Avis, Baker, Barnhart, Bathrick, Bell (Cal.), Borchers, Borland, Britten, Brown (N. Y.), Bryan, Buchanan (Ill.), Butler, Campbell, Carr, Casey, Chandler (N. Y.), Church, Cline, Connelly (Kan.), Copley, Cramton, Crosser, Curry, Davenport, Decker, Dietrick, Donohoe, Dickinson, Dillon, Doolittle, Drukker, Ragan, Edmonds, Evans, Farr, Ferris, Fergusson, Fess, Fitzgerald, Fordney, Foster, French, Fowler, Frear, French, Gallagher, Gallivan, George, Gilmore, Good, Gorman, Graham (Pa.), Green (Ia.), Griest, Gerry, Hamill, Hamilton (Mich.), Hamlin, Hart, Haugen, Hawley, Hayden, Hayes, Helgesen, Helvering, Hensley, Hill, Hobson, Howell, Hughes (W. — [565, 1856, 774, 2106]
article-paragraph: Representative Hobson argued that the resolution did not take any power from the states. — [565, 1517, 774, 1559]
section-heading: Foreign — [344, 1114, 396, 1131]
box-line: WORLD'S — [167, 147, 289, 173]
news-item: Mr. and Mrs. Walker Banks of Newport, R. I., were trapped in their rooms and burned to death when their home was destroyed by fire. — [123, 1759, 333, 1814]
news-item: British government advised that American steamship Denver of Mallory line, with a cargo of cotton from United States for Bremen, was permitted to proceed to Bremen. — [344, 1226, 554, 1295]
article-paragraph: Representative Stafford, Republican of Wisconsin, opposed the resolution. Representatives Bryan of Washington and Stephens and Bell of California declared woman suffrage a success. — [565, 1160, 774, 1243]
news-item: Miss Pearl Moore, twenty, a descendant of Daniel Boone, and Richard Pinton, twenty-five, were drowned at Thurman Station, Mo., while trying to save a friend. — [344, 2339, 554, 2408]
brief-heading: From Man's Standpoint. — [1263, 2004, 1401, 2016]
